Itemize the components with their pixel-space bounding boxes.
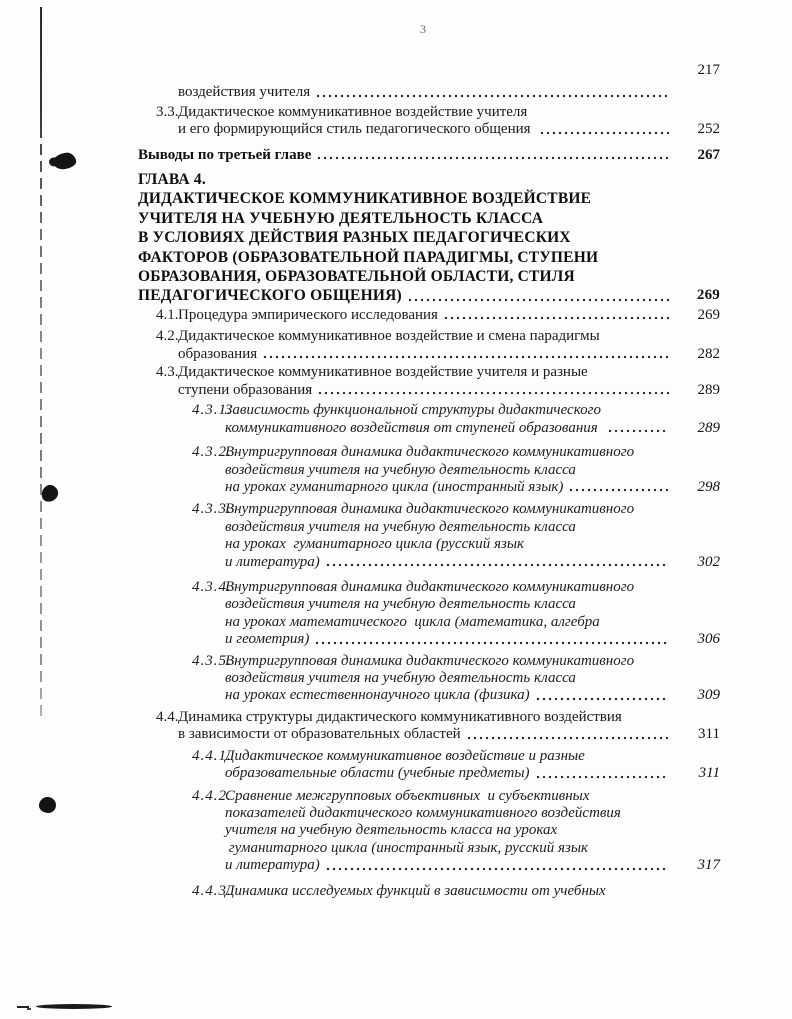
entry-text: образования — [178, 345, 258, 362]
entry-text: гуманитарного цикла (иностранный язык, русский язык — [225, 839, 589, 856]
page-ref: 269 — [697, 306, 720, 323]
entry-number: 4.4.3. — [192, 882, 232, 899]
page-ref: 311 — [698, 765, 720, 782]
entry-text: Дидактическое коммуникативное воздействие учителя и разные — [178, 364, 588, 381]
entry-number: 4.2. — [156, 328, 179, 345]
entry-text: на уроках естественнонаучного цикла (физика) — [225, 687, 530, 704]
scan-bottom-dash — [17, 1006, 29, 1008]
dot-leader — [534, 767, 669, 782]
toc-entry — [138, 364, 720, 399]
toc-entry — [138, 501, 720, 571]
entry-text: на уроках математического цикла (математика, алгебра — [225, 613, 600, 630]
entry-text: учителя на учебную деятельность класса на уроках — [225, 822, 558, 839]
entry-text: Внутригрупповая динамика дидактического коммуникативного — [225, 579, 635, 595]
entry-text: ступени образования — [178, 381, 313, 398]
toc-entry — [138, 170, 720, 306]
entry-text: ОБРАЗОВАНИЯ, ОБРАЗОВАТЕЛЬНОЙ ОБЛАСТИ, СТИЛЯ — [138, 268, 575, 286]
toc-entry — [138, 444, 720, 496]
entry-text: воздействия учителя на учебную деятельность класса — [225, 596, 576, 613]
entry-text: воздействия учителя на учебную деятельность класса — [225, 670, 576, 687]
toc-entry — [138, 579, 720, 649]
entry-text: Дидактическое коммуникативное воздействие учителя — [178, 103, 528, 120]
dot-leader — [465, 728, 669, 743]
page-ref: 289 — [697, 381, 720, 398]
dot-leader — [538, 123, 669, 138]
toc-entry — [138, 748, 720, 783]
page-ref: 298 — [697, 478, 720, 495]
dot-leader — [442, 308, 669, 323]
dot-leader — [324, 859, 669, 874]
scan-bottom-line — [36, 1004, 112, 1009]
toc-entry — [138, 653, 720, 705]
entry-text: Динамика структуры дидактического коммуникативного воздействия — [178, 708, 622, 725]
dot-leader — [567, 480, 669, 495]
scan-vertical-line — [40, 7, 42, 719]
page-ref: 282 — [697, 345, 720, 362]
entry-number: 4.4. — [156, 708, 179, 725]
dot-leader — [314, 86, 669, 101]
entry-text: ГЛАВА 4. — [138, 171, 206, 188]
entry-text: в зависимости от образовательных областей — [178, 726, 461, 743]
entry-text: Внутригрупповая динамика дидактического коммуникативного — [225, 652, 635, 669]
toc-entry — [138, 328, 720, 363]
dot-leader — [324, 555, 669, 570]
ink-blob — [38, 796, 56, 813]
entry-text: коммуникативного воздействия от ступеней образования — [225, 419, 602, 436]
entry-text: ДИДАКТИЧЕСКОЕ КОММУНИКАТИВНОЕ ВОЗДЕЙСТВИЕ — [138, 190, 592, 208]
entry-text: и геометрия) — [225, 631, 310, 648]
page-ref: 269 — [696, 287, 720, 304]
entry-text: УЧИТЕЛЯ НА УЧЕБНУЮ ДЕЯТЕЛЬНОСТЬ КЛАССА — [138, 209, 544, 227]
entry-text: и литература) — [225, 553, 320, 570]
dot-leader — [142, 63, 669, 78]
dot-leader — [534, 689, 669, 704]
entry-number: 4.3.5. — [192, 652, 232, 669]
page-ref: 217 — [697, 62, 720, 78]
entry-text: Выводы по третьей главе — [138, 146, 312, 163]
ink-blob — [52, 151, 77, 170]
entry-number: 4.3.3. — [192, 501, 232, 518]
table-of-contents — [138, 62, 720, 900]
entry-text: воздействия учителя — [178, 84, 311, 100]
entry-number: 4.1. — [156, 306, 179, 323]
dot-leader — [261, 347, 669, 362]
entry-text: ФАКТОРОВ (ОБРАЗОВАТЕЛЬНОЙ ПАРАДИГМЫ, СТУПЕНИ — [138, 248, 599, 266]
entry-number: 4.3. — [156, 364, 179, 381]
dot-leader — [406, 290, 669, 305]
toc-entry — [138, 709, 720, 744]
entry-text: и литература) — [225, 857, 320, 874]
entry-number: 4.3.2. — [192, 444, 232, 461]
entry-text: Сравнение межгрупповых объективных и субъективных — [225, 787, 590, 804]
entry-text: Внутригрупповая динамика дидактического коммуникативного — [225, 501, 635, 518]
entry-number: 3.3. — [156, 103, 179, 120]
dot-leader — [316, 383, 669, 398]
dot-leader — [606, 421, 669, 436]
entry-text: Динамика исследуемых функций в зависимости от учебных — [225, 882, 606, 899]
entry-text: Дидактическое коммуникативное воздействие и разные — [225, 747, 585, 764]
page-ref: 311 — [698, 726, 720, 743]
entry-number: 4.4.1. — [192, 747, 232, 764]
entry-text: В УСЛОВИЯХ ДЕЙСТВИЯ РАЗНЫХ ПЕДАГОГИЧЕСКИХ — [138, 229, 571, 247]
entry-text: и его формирующийся стиль педагогического общения — [178, 121, 535, 137]
entry-text: показателей дидактического коммуникативного воздействия — [225, 805, 621, 822]
page-ref: 302 — [697, 553, 720, 570]
page-ref: 267 — [697, 146, 720, 163]
page-ref: 306 — [697, 631, 720, 648]
entry-number: 4.3.4. — [192, 579, 232, 595]
dot-leader — [313, 633, 669, 648]
entry-number: 4.4.2. — [192, 787, 232, 804]
entry-text: воздействия учителя на учебную деятельность класса — [225, 518, 576, 535]
entry-text: на уроках гуманитарного цикла (иностранный язык) — [225, 478, 564, 495]
entry-text: образовательные области (учебные предметы) — [225, 765, 530, 782]
page-ref: 289 — [697, 419, 720, 436]
dot-leader — [610, 884, 669, 899]
entry-text: на уроках гуманитарного цикла (русский язык — [225, 536, 524, 553]
toc-entry — [138, 307, 720, 325]
page-number: 3 — [420, 22, 427, 36]
dot-leader — [315, 148, 669, 163]
toc-entry — [138, 62, 720, 79]
page-ref: 317 — [697, 857, 720, 874]
entry-text: Процедура эмпирического исследования — [178, 306, 438, 323]
entry-text: Зависимость функциональной структуры дидактического — [225, 402, 601, 419]
toc-entry — [138, 883, 720, 900]
entry-number: 4.3.1. — [192, 402, 232, 419]
entry-text: ПЕДАГОГИЧЕСКОГО ОБЩЕНИЯ) — [138, 287, 402, 305]
page-ref: 309 — [697, 687, 720, 704]
toc-entry — [138, 788, 720, 875]
toc-entry — [138, 84, 720, 102]
toc-entry — [138, 104, 720, 139]
toc-entry — [138, 402, 720, 437]
entry-text: воздействия учителя на учебную деятельность класса — [225, 461, 576, 478]
entry-text: Внутригрупповая динамика дидактического коммуникативного — [225, 444, 635, 461]
toc-entry — [138, 147, 720, 165]
ink-blob — [40, 483, 60, 503]
entry-text: Дидактическое коммуникативное воздействие и смена парадигмы — [178, 328, 600, 345]
page-ref: 252 — [697, 121, 720, 137]
